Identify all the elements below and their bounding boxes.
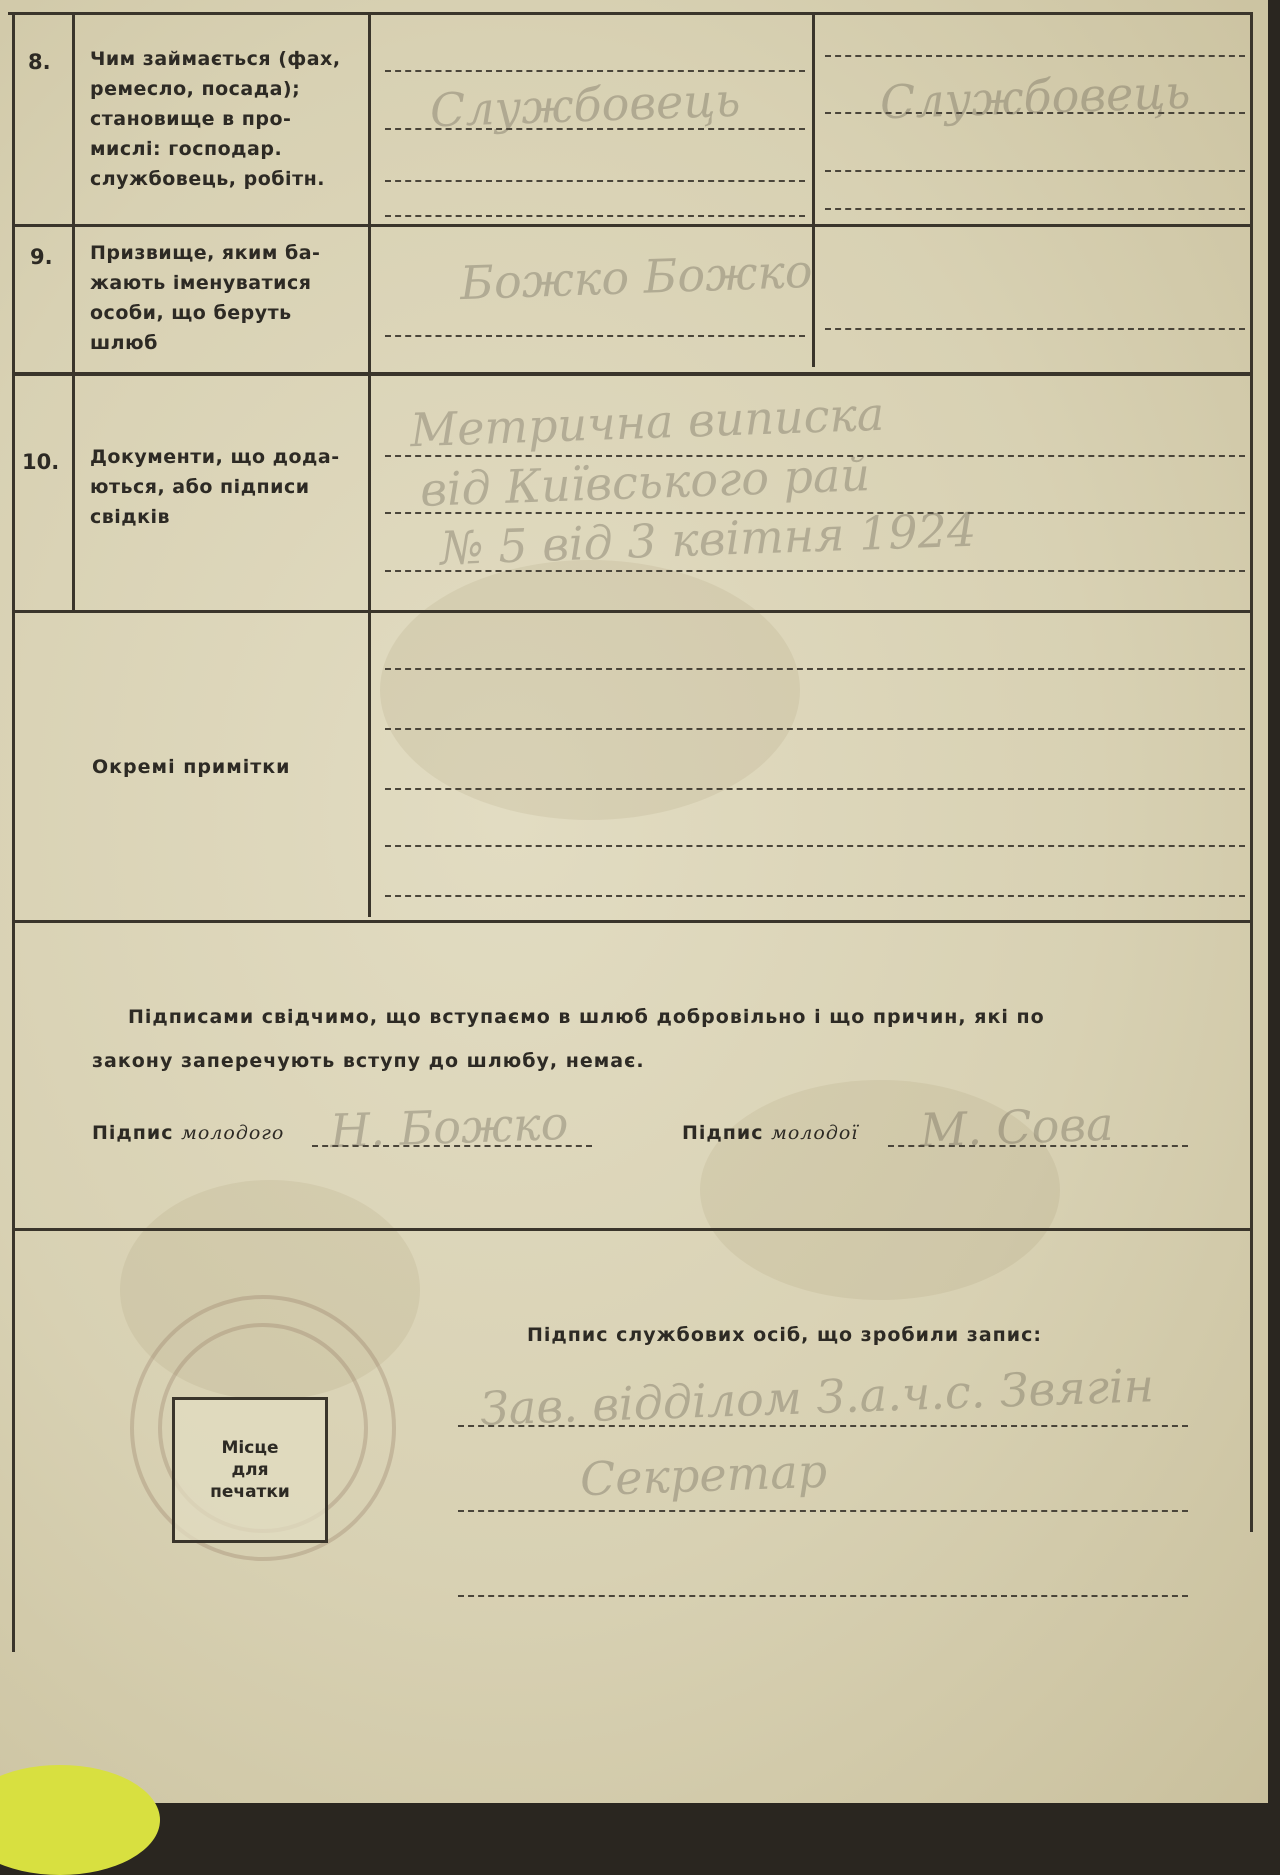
row-label: Призвище, яким ба- жають іменуватися особи, що беруть шлюб (90, 242, 321, 354)
row-number: 9. (30, 245, 53, 269)
fill-line (825, 328, 1245, 330)
fill-line (825, 55, 1245, 57)
fill-line (385, 788, 1245, 790)
row-separator (12, 1228, 1252, 1231)
declaration-line-2: закону заперечують вступу до шлюбу, немає. (92, 1050, 645, 1072)
frame-top (8, 12, 1250, 15)
officials-label: Підпис службових осіб, що зробили запис: (527, 1324, 1042, 1346)
fill-line (385, 180, 805, 182)
officials-signature-line (458, 1510, 1188, 1512)
stamp-label: печатки (210, 1482, 290, 1502)
remarks-label: Окремі примітки (92, 756, 291, 778)
bride-signature-label: Підпис молодої (682, 1122, 859, 1144)
handwriting: Метрична виписка (409, 386, 886, 458)
groom-handwritten-signature: Н. Божко (329, 1095, 570, 1159)
handwriting: від Київського рай (419, 447, 871, 517)
stamp-placeholder-box (172, 1397, 328, 1543)
fill-line (385, 668, 1245, 670)
label-column-divider (368, 12, 371, 917)
fill-line (385, 335, 805, 337)
paper-stain (380, 560, 800, 820)
handwriting: Божко Божко (459, 243, 814, 311)
handwriting: Службовець (879, 64, 1192, 130)
fill-line (385, 895, 1245, 897)
official-handwritten-signature: Секретар (579, 1443, 828, 1507)
row-number: 8. (28, 50, 51, 74)
frame-right (1250, 12, 1253, 1532)
official-handwritten-signature: Зав. відділом З.а.ч.с. Звягін (479, 1358, 1155, 1436)
fill-line (385, 845, 1245, 847)
officials-signature-line (458, 1595, 1188, 1597)
fill-line (825, 170, 1245, 172)
fill-line (385, 728, 1245, 730)
fill-line (385, 215, 805, 217)
fill-line (385, 70, 805, 72)
row-label: Чим займається (фах, ремесло, посада); становище в про- мислі: господар. службовець, робітн. (90, 48, 341, 190)
row-label: Документи, що дода- ються, або підписи свідків (90, 446, 340, 528)
row-number: 10. (22, 450, 60, 474)
handwriting: Службовець (429, 72, 742, 138)
fill-line (825, 208, 1245, 210)
declaration-line-1: Підписами свідчимо, що вступаємо в шлюб добровільно і що причин, які по (128, 1006, 1045, 1028)
row-separator (12, 372, 1252, 376)
handwriting: № 5 від 3 квітня 1924 (439, 502, 977, 576)
stamp-label: для (231, 1460, 269, 1480)
frame-left (12, 12, 15, 1652)
stamp-label: Місце (221, 1438, 279, 1458)
number-column-divider (72, 12, 75, 612)
bride-handwritten-signature: М. Сова (919, 1096, 1115, 1158)
person-column-divider (812, 12, 815, 367)
row-separator (12, 224, 1252, 227)
groom-signature-label: Підпис молодого (92, 1122, 285, 1144)
row-separator (12, 920, 1252, 923)
row-separator (12, 610, 1252, 613)
